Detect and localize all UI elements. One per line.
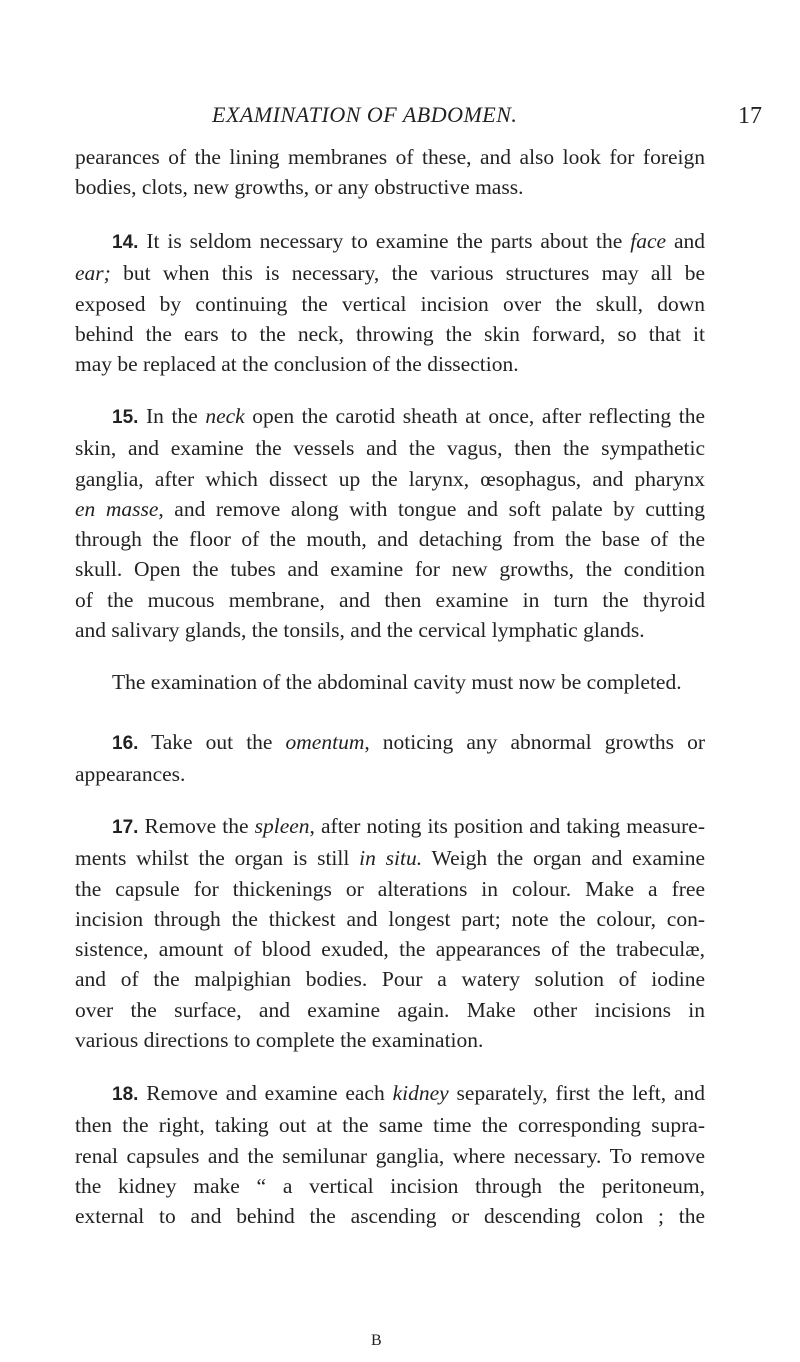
text-line: and of the malpighian bodies. Pour a watery solution of iodine bbox=[75, 967, 705, 992]
paragraph-number: 17. bbox=[112, 817, 139, 838]
text-line: through the floor of the mouth, and detaching from the base of the bbox=[75, 527, 705, 552]
text-line: The examination of the abdominal cavity must now be completed. bbox=[112, 670, 682, 694]
emphasis: omentum bbox=[285, 730, 365, 754]
emphasis: in situ. bbox=[359, 846, 423, 871]
paragraph-number: 14. bbox=[112, 232, 139, 253]
running-header: EXAMINATION OF ABDOMEN. bbox=[212, 102, 518, 127]
text-line: 14. It is seldom necessary to examine the parts about the face and bbox=[112, 229, 705, 253]
text-line: incision through the thickest and longest part; note the colour, con- bbox=[75, 906, 705, 931]
signature-mark: B bbox=[371, 1332, 382, 1349]
emphasis: kidney bbox=[392, 1081, 449, 1105]
text-line: skin, and examine the vessels and the vagus, then the sympathetic bbox=[75, 436, 705, 461]
text-line: behind the ears to the neck, throwing the skin forward, so that it bbox=[75, 321, 705, 346]
text-line: ments whilst the organ is still in situ. Weigh the organ and examine bbox=[75, 846, 705, 871]
paragraph-number: 18. bbox=[112, 1084, 139, 1105]
text-line: over the surface, and examine again. Make other incisions in bbox=[75, 997, 705, 1022]
emphasis: spleen bbox=[254, 814, 310, 838]
paragraph-abdominal-cavity bbox=[75, 667, 705, 697]
text-line: 18. Remove and examine each kidney separately, first the left, and bbox=[112, 1081, 706, 1105]
text-line: external to and behind the ascending or descending colon ; the bbox=[75, 1204, 705, 1229]
paragraph-14 bbox=[75, 226, 705, 379]
emphasis: face bbox=[630, 229, 667, 253]
emphasis: ear; bbox=[75, 261, 111, 286]
paragraph-18 bbox=[75, 1078, 705, 1231]
text-line: various directions to complete the examination. bbox=[75, 1028, 484, 1053]
text-line: ganglia, after which dissect up the larynx, œsophagus, and pharynx bbox=[75, 466, 705, 491]
paragraph-number: 15. bbox=[112, 407, 139, 428]
text-line: appearances. bbox=[75, 762, 186, 787]
text-line: 16. Take out the omentum, noticing any abnormal growths or bbox=[112, 730, 705, 754]
page-number: 17 bbox=[738, 103, 762, 129]
paragraph-continuation bbox=[75, 142, 705, 203]
text-line: skull. Open the tubes and examine for new growths, the condition bbox=[75, 557, 705, 582]
paragraph-15 bbox=[75, 401, 705, 645]
paragraph-number: 16. bbox=[112, 733, 139, 754]
text-line: the capsule for thickenings or alterations in colour. Make a free bbox=[75, 876, 705, 901]
text-line: may be replaced at the conclusion of the dissection. bbox=[75, 352, 519, 377]
text-line: then the right, taking out at the same time the corresponding supra- bbox=[75, 1113, 705, 1138]
emphasis: neck bbox=[205, 404, 245, 428]
text-line: exposed by continuing the vertical incision over the skull, down bbox=[75, 291, 705, 316]
text-line: and salivary glands, the tonsils, and the cervical lymphatic glands. bbox=[75, 618, 645, 643]
text-line: of the mucous membrane, and then examine in turn the thyroid bbox=[75, 587, 705, 612]
text-line: the kidney make “ a vertical incision through the peritoneum, bbox=[75, 1173, 705, 1198]
text-line: 17. Remove the spleen, after noting its position and taking measure- bbox=[112, 814, 706, 838]
text-line: sistence, amount of blood exuded, the appearances of the trabeculæ, bbox=[75, 937, 705, 962]
text-line: renal capsules and the semilunar ganglia, where necessary. To remove bbox=[75, 1143, 705, 1168]
text-line: ear; but when this is necessary, the various structures may all be bbox=[75, 261, 705, 286]
text-line: pearances of the lining membranes of these, and also look for foreign bbox=[75, 145, 705, 169]
paragraph-17 bbox=[75, 811, 705, 1055]
emphasis: en masse bbox=[75, 496, 159, 521]
text-line: en masse, and remove along with tongue and soft palate by cutting bbox=[75, 496, 705, 521]
text-line: 15. In the neck open the carotid sheath at once, after reflecting the bbox=[112, 404, 706, 428]
text-line: bodies, clots, new growths, or any obstructive mass. bbox=[75, 175, 524, 200]
paragraph-16 bbox=[75, 727, 705, 790]
